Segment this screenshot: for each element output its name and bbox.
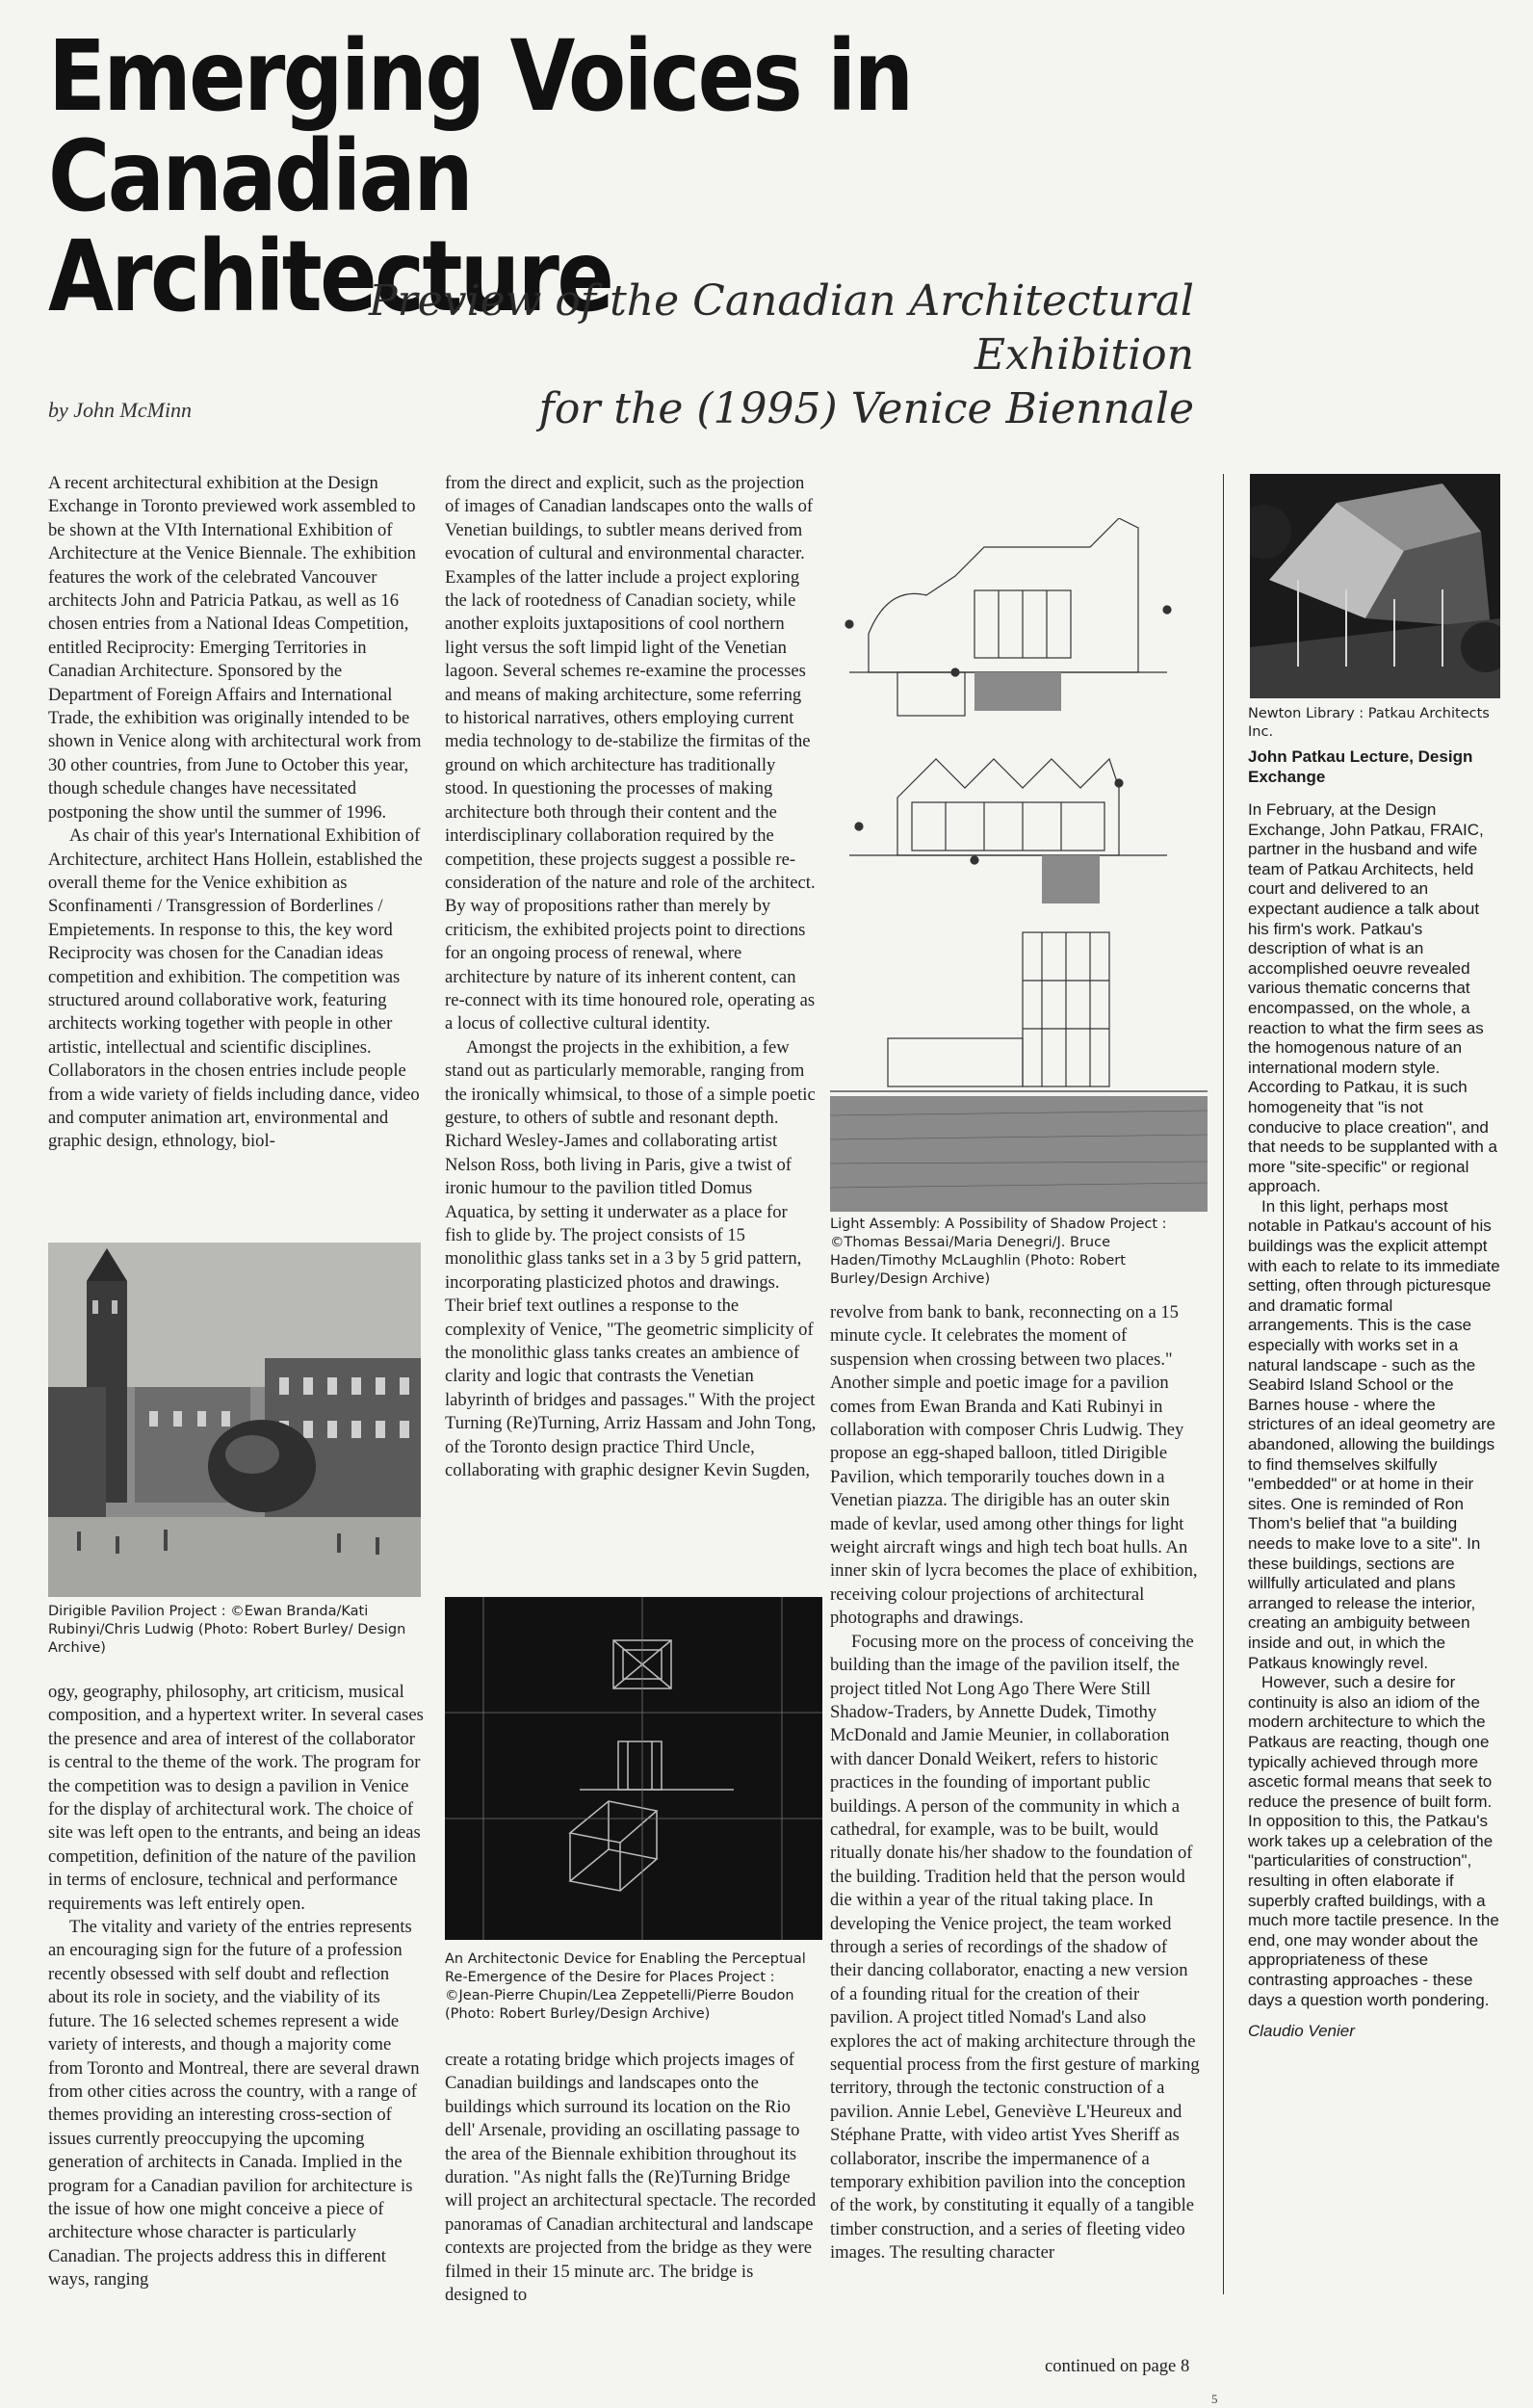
subhead-line-1: Preview of the Canadian Architectural Exhibition	[369, 276, 1194, 380]
headline-line-1: Emerging Voices in	[48, 19, 912, 134]
paragraph: As chair of this year's International Exhibition of Architecture, architect Hans Hollein, established the overall theme for the Venice exhibition as Sconfinamenti / Transgression of Borderlines / Empietements. In response to this, the key word Reciprocity was chosen for the Canadian ideas competition and exhibition. The competition was structured around collaborative work, featuring architects working together with people in other artistic, intellectual and scientific disciplines. Collaborators in the chosen entries include people from a wide variety of fields including dance, video and computer animation art, environmental and graphic design, ethnology, biol-	[48, 825, 423, 1152]
sidebar-signature: Claudio Venier	[1248, 2022, 1355, 2041]
column-2-bottom	[445, 2049, 818, 2307]
continued-note: continued on page 8	[1045, 2356, 1190, 2376]
byline: by John McMinn	[48, 398, 193, 422]
paragraph: ogy, geography, philosophy, art criticism, musical composition, and a hypertext writer. In several cases the presence and area of interest of the collaborator is central to the theme of the work. The program for the competition was to design a pavilion in Venice for the display of architectural work. The choice of site was left open to the entrants, and being an ideas competition, definition of the nature of the pavilion in terms of enclosure, technical and performance requirements was left entirely open.	[48, 1682, 424, 1914]
light-assembly-drawings	[830, 518, 1208, 1212]
column-1-bottom	[48, 1681, 429, 2292]
paragraph: create a rotating bridge which projects images of Canadian buildings and landscapes onto the buildings which surround its location on the Rio dell' Arsenale, providing an oscillating passage to the area of the Biennale exhibition throughout its duration. "As night falls the (Re)Turning Bridge will project an architectural spectacle. The recorded panoramas of Canadian architectural and landscape contexts are projected from the bridge as they were filmed in their 15 minute arc. The bridge is designed to	[445, 2050, 817, 2306]
newton-library-image	[1250, 474, 1500, 698]
article-subhead	[212, 275, 1194, 436]
page-number: 5	[1211, 2392, 1218, 2406]
newton-library-photo	[1250, 474, 1500, 698]
paragraph: revolve from bank to bank, reconnecting on a 15 minute cycle. It celebrates the moment of suspension when crossing between two places." Another simple and poetic image for a pavilion comes from Ewan Branda and Kati Rubinyi in collaboration with composer Chris Ludwig. They propose an egg-shaped balloon, titled Dirigible Pavilion, which temporarily touches down in a Venetian piazza. The dirigible has an outer skin made of kevlar, used among other things for light weight aircraft wings and high tech boat hulls. An inner skin of lycra becomes the place of exhibition, receiving colour projections of architectural photographs and drawings.	[830, 1302, 1198, 1629]
paragraph: from the direct and explicit, such as the projection of images of Canadian landscapes onto the walls of Venetian buildings, to subtler means derived from evocation of cultural and environmental character. Examples of the latter include a project exploring the lack of rootedness of Canadian society, while another exploits juxtapositions of cool northern light versus the soft limpid light of the Venetian lagoon. Several schemes re-examine the processes and means of making architecture, some referring to historical narratives, others employing current media technology to de-stabilize the firmitas of the ground on which architecture has traditionally stood. In questioning the processes of making architecture both through their content and the interdisciplinary collaboration required by the competition, these projects suggest a possible re-consideration of the nature and role of the architect. By way of propositions rather than merely by criticism, the exhibited projects point to directions for an ongoing process of renewal, where architecture by nature of its inherent content, can re-connect with its time honoured role, operating as a locus of collective cultural identity.	[445, 473, 816, 1034]
light-assembly-caption: Light Assembly: A Possibility of Shadow Project : ©Thomas Bessai/Maria Denegri/J. Bruce Haden/Timothy McLaughlin (Photo: Robert Burley/Design Archive)	[830, 1217, 1167, 1287]
column-2-top	[445, 472, 818, 1482]
paragraph: Amongst the projects in the exhibition, a few stand out as particularly memorable, ranging from the ironically whimsical, to those of a simple poetic gesture, to others of subtle and resonant depth. Richard Wesley-James and collaborating artist Nelson Ross, both living in Paris, give a twist of ironic humour to the pavilion titled Domus Aquatica, by setting it underwater as a place for fish to glide by. The project consists of 15 monolithic glass tanks set in a 3 by 5 grid pattern, incorporating plasticized photos and drawings. Their brief text outlines a response to the complexity of Venice, "The geometric simplicity of the monolithic glass tanks creates an ambience of clarity and logic that contrasts the Venetian labyrinth of bridges and passages." With the project Turning (Re)Turning, Arriz Hassam and John Tong, of the Toronto design practice Third Uncle, collaborating with graphic designer Kevin Sugden,	[445, 1036, 817, 1481]
dirigible-pavilion-image	[48, 1243, 421, 1597]
sidebar-article	[1248, 746, 1500, 2042]
paragraph: Focusing more on the process of conceiving the building than the image of the pavilion itself, the project titled Not Long Ago There Were Still Shadow-Traders, by Annette Dudek, Timothy McDonald and Jamie Meunier, in collaboration with dancer Donald Weikert, refers to historic practices in the founding of important public buildings. A person of the community in which a cathedral, for example, was to be built, would ritually donate his/her shadow to the foundation of the building. Tradition held that the person would die within a year of the ritual taking place. In developing the Venice project, the team worked through a series of recordings of the shadow of their dancing collaborator, enacting a new version of a founding ritual for the creation of their pavilion. A project titled Nomad's Land also explores the act of making architecture through the sequential process from the first gesture of marking territory, through the tectonic construction of a pavilion. Annie Lebel, Geneviève L'Heureux and Stéphane Pratte, with video artist Yves Sheriff as collaborator, inscribe the impermanence of a temporary exhibition pavilion into the conception of the work, by constituting it equally of a tangible timber construction, and a series of fleeting video images. The resulting character	[830, 1631, 1200, 2264]
sidebar-paragraph: In February, at the Design Exchange, John Patkau, FRAIC, partner in the husband and wife team of Patkau Architects, held court and delivered to an expectant audience a talk about his firm's work. Patkau's description of what is an accomplished oeuvre revealed various thematic concerns that encompassed, on the whole, a reaction to what the firm sees as the homogenous nature of an international modern style. According to Patkau, it is such homogeneity that "is not conducive to place creation", and that needs to be supplanted with a more "site-specific" or regional approach.	[1248, 800, 1497, 1196]
headline-line-2: Canadian Architecture	[48, 119, 612, 334]
light-assembly-image	[830, 518, 1208, 1212]
architectonic-device-photo	[445, 1597, 822, 1940]
sidebar-title: John Patkau Lecture, Design Exchange	[1248, 747, 1473, 786]
architectonic-caption: An Architectonic Device for Enabling the Perceptual Re-Emergence of the Desire for Places Project : ©Jean-Pierre Chupin/Lea Zeppetelli/Pierre Boudon (Photo: Robert Burley/Design Archive)	[445, 1951, 806, 2022]
sidebar-divider	[1223, 474, 1224, 2294]
dirigible-caption: Dirigible Pavilion Project : ©Ewan Branda/Kati Rubinyi/Chris Ludwig (Photo: Robert Burley/ Design Archive)	[48, 1604, 406, 1656]
column-3	[830, 1301, 1204, 2265]
dirigible-pavilion-photo	[48, 1243, 421, 1597]
subhead-line-2: for the (1995) Venice Biennale	[538, 384, 1194, 433]
column-1-top	[48, 472, 429, 1154]
newton-caption: Newton Library : Patkau Architects Inc.	[1248, 706, 1490, 740]
architectonic-device-image	[445, 1597, 822, 1940]
sidebar-paragraph: In this light, perhaps most notable in Patkau's account of his buildings was the explicit attempt with each to relate to its immediate setting, often through picturesque and dramatic formal arrangements. This is the case especially with works set in a natural landscape - such as the Seabird Island School or the Barnes house - where the strictures of an ideal geometry are abandoned, allowing the buildings to find themselves skilfully "embedded" or at home in their sites. One is reminded of Ron Thom's belief that "a building needs to make love to a site". In these buildings, sections are willfully articulated and plans arranged to release the interior, creating an ambiguity between inside and out, in which the Patkaus knowingly revel.	[1248, 1196, 1500, 1672]
paragraph: A recent architectural exhibition at the Design Exchange in Toronto previewed work assembled to be shown at the VIth International Exhibition of Architecture at the Venice Biennale. The exhibition features the work of the celebrated Vancouver architects John and Patricia Patkau, as well as 16 chosen entries from a National Ideas Competition, entitled Reciprocity: Emerging Territories in Canadian Architecture. Sponsored by the Department of Foreign Affairs and International Trade, the exhibition was originally intended to be shown in Venice along with architectural work from 30 other countries, from June to October this year, though schedule changes have necessitated postponing the show until the summer of 1996.	[48, 473, 422, 823]
paragraph: The vitality and variety of the entries represents an encouraging sign for the future of a profession recently obsessed with self doubt and reflection about its role in society, and the viability of its future. The 16 selected schemes represent a wide variety of interests, and though a majority come from Toronto and Montreal, there are several drawn from other cities across the country, with a range of themes providing an interesting cross-section of issues currently preoccupying the upcoming generation of architects in Canada. Implied in the program for a Canadian pavilion for architecture is the issue of how one might conceive a piece of architecture whose character is particularly Canadian. The projects address this in different ways, ranging	[48, 1917, 420, 2290]
sidebar-paragraph: However, such a desire for continuity is also an idiom of the modern architecture to which the Patkaus are reacting, though one typically achieved through more ascetic formal means that seek to reduce the presence of built form. In opposition to this, the Patkau's work takes up a celebration of the "particularities of construction", resulting in often elaborate if superbly crafted buildings, with a much more tactile presence. In the end, one may wonder about the appropriateness of these contrasting approaches - these days a question worth pondering.	[1248, 1673, 1499, 2009]
